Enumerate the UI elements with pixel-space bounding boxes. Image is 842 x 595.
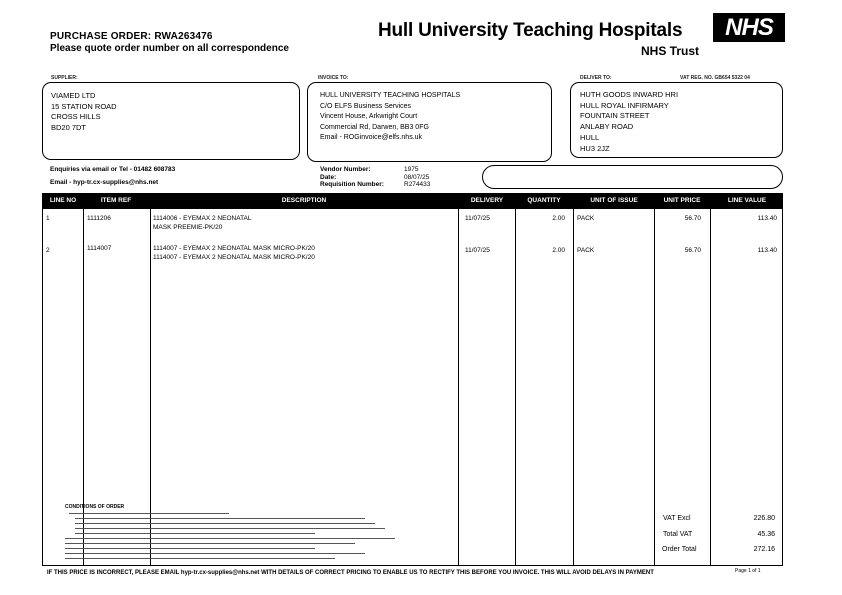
- invoice-label: INVOICE TO:: [318, 75, 349, 81]
- column-divider: [573, 194, 574, 565]
- supplier-line: BD20 7DT: [51, 122, 87, 132]
- vendor-number-label: Vendor Number:: [320, 166, 371, 173]
- row1-line-value: 113.40: [757, 215, 777, 222]
- column-divider: [654, 194, 655, 565]
- col-quantity: QUANTITY: [527, 197, 561, 204]
- conditions-title: CONDITIONS OF ORDER: [65, 504, 125, 510]
- row2-line-no: 2: [46, 247, 50, 254]
- nhs-logo: NHS: [713, 13, 785, 42]
- row1-unit-price: 56.70: [684, 215, 701, 222]
- invoice-line: HULL UNIVERSITY TEACHING HOSPITALS: [320, 92, 461, 99]
- column-divider: [458, 194, 459, 565]
- col-line-value: LINE VALUE: [727, 197, 767, 204]
- enquiries-email: Email - hyp-tr.cx-supplies@nhs.net: [50, 179, 159, 186]
- row1-line-no: 1: [46, 215, 50, 222]
- row1-desc-line2: MASK PREEMIE-PK/20: [153, 223, 223, 231]
- deliver-label: DELIVER TO:: [580, 75, 612, 81]
- total-vat-value: 45.36: [757, 531, 775, 538]
- order-date: 08/07/25: [404, 173, 430, 181]
- row2-delivery: 11/07/25: [465, 247, 490, 254]
- supplier-box: [42, 82, 300, 160]
- vat-excl-label: VAT Excl: [663, 515, 691, 522]
- row1-description: [153, 215, 252, 232]
- po-title: PURCHASE ORDER: RWA263476: [50, 31, 213, 42]
- supplier-line: VIAMED LTD: [51, 91, 96, 100]
- row2-line-value: 113.40: [757, 247, 777, 254]
- row1-desc-line1: 1114006 - EYEMAX 2 NEONATAL: [153, 215, 252, 222]
- row1-delivery: 11/07/25: [465, 215, 490, 222]
- org-name: Hull University Teaching Hospitals: [378, 20, 683, 41]
- deliver-box: [570, 82, 783, 158]
- total-vat-label: Total VAT: [663, 531, 693, 538]
- invoice-line: Email - ROGinvoice@elfs.nhs.uk: [320, 134, 423, 141]
- vendor-values: [404, 166, 430, 189]
- row2-unit-price: 56.70: [684, 247, 701, 254]
- order-total-label: Order Total: [662, 546, 697, 553]
- column-divider: [515, 194, 516, 565]
- requisition-number: R274433: [404, 181, 431, 188]
- col-delivery: DELIVERY: [470, 197, 504, 204]
- col-unit-price: UNIT PRICE: [663, 197, 701, 204]
- row2-desc-line1: 1114007 - EYEMAX 2 NEONATAL MASK MICRO-PK/20: [153, 245, 315, 252]
- row2-quantity: 2.00: [552, 247, 565, 254]
- row2-desc-line2: 1114007 - EYEMAX 2 NEONATAL MASK MICRO-PK/20: [153, 253, 315, 261]
- enquiries-text: Enquiries via email or Tel - 01482 608783: [50, 166, 176, 173]
- page-number: Page 1 of 1: [735, 568, 761, 574]
- order-total-value: 272.16: [753, 546, 775, 553]
- supplier-line: CROSS HILLS: [51, 112, 101, 121]
- row2-unit: PACK: [577, 247, 595, 254]
- deliver-address: [580, 90, 678, 154]
- column-divider: [150, 194, 151, 565]
- invoice-line: Commercial Rd, Darwen, BB3 0FG: [320, 123, 429, 131]
- pricing-footer-note: IF THIS PRICE IS INCORRECT, PLEASE EMAIL hyp-tr.cx-supplies@nhs.net WITH DETAILS OF CORRECT PRICING TO ENABLE US TO RECTIFY THIS BEFORE YOU INVOICE. THIS WILL AVOID DELAYS IN PAYMENT: [47, 570, 654, 576]
- supplier-label: SUPPLIER:: [51, 75, 78, 81]
- deliver-line: HULL: [580, 132, 600, 142]
- row2-description: [153, 245, 315, 262]
- row1-quantity: 2.00: [552, 215, 565, 222]
- invoice-address: [320, 91, 460, 144]
- requisition-label: Requisition Number:: [320, 181, 384, 188]
- deliver-line: HULL ROYAL INFIRMARY: [580, 100, 669, 110]
- col-description: DESCRIPTION: [281, 197, 327, 204]
- table-header: [43, 194, 782, 209]
- col-item-ref: ITEM REF: [100, 197, 132, 204]
- vendor-labels: [320, 166, 384, 189]
- invoice-line: Vincent House, Arkwright Court: [320, 113, 418, 120]
- row1-unit: PACK: [577, 215, 595, 222]
- deliver-line: HU3 2JZ: [580, 143, 610, 153]
- notes-box: [482, 165, 783, 189]
- deliver-line: HUTH GOODS INWARD HRI: [580, 90, 679, 99]
- col-unit-of-issue: UNIT OF ISSUE: [590, 197, 638, 204]
- org-suffix: NHS Trust: [641, 44, 700, 58]
- row1-item-ref: 1111206: [87, 215, 111, 222]
- invoice-box: [307, 82, 552, 162]
- date-label: Date:: [320, 173, 337, 181]
- order-lines-table: [42, 193, 783, 566]
- column-divider: [710, 194, 711, 565]
- invoice-line: C/O ELFS Business Services: [320, 102, 412, 110]
- vat-reg: VAT REG. NO. GB654 5322 04: [680, 75, 750, 81]
- row2-item-ref: 1114007: [87, 245, 112, 252]
- col-line-no: LINE NO: [49, 197, 77, 204]
- deliver-line: ANLABY ROAD: [580, 122, 634, 132]
- supplier-address: [51, 91, 117, 133]
- po-subtitle: Please quote order number on all correspondence: [50, 43, 289, 54]
- deliver-line: FOUNTAIN STREET: [580, 111, 650, 121]
- vendor-number: 1975: [404, 166, 419, 173]
- vat-excl-value: 226.80: [753, 515, 775, 522]
- supplier-line: 15 STATION ROAD: [51, 101, 117, 111]
